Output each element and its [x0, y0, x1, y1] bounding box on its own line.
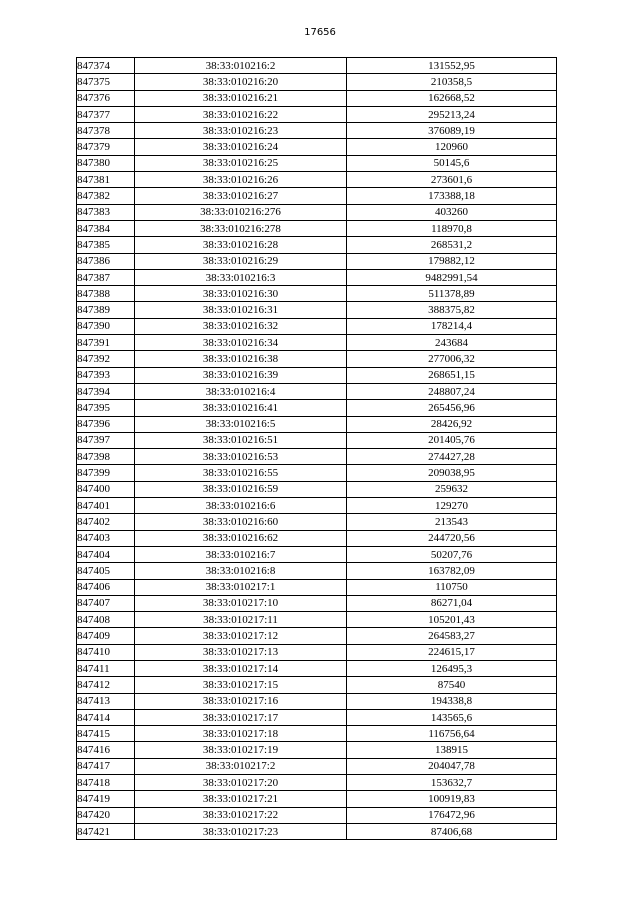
row-id-cell: 847384: [77, 220, 135, 236]
row-id-cell: 847385: [77, 237, 135, 253]
cadastral-number-cell: 38:33:010216:25: [135, 155, 347, 171]
cadastral-number-cell: 38:33:010217:23: [135, 823, 347, 839]
cadastral-number-cell: 38:33:010216:30: [135, 286, 347, 302]
table-row: [77, 318, 557, 334]
row-id-cell: 847389: [77, 302, 135, 318]
cadastral-value-cell: 243684: [347, 335, 557, 351]
row-id-cell: 847411: [77, 660, 135, 676]
row-id-cell: 847390: [77, 318, 135, 334]
cadastral-value-cell: 259632: [347, 481, 557, 497]
cadastral-value-cell: 209038,95: [347, 465, 557, 481]
cadastral-value-cell: 295213,24: [347, 106, 557, 122]
cadastral-number-cell: 38:33:010216:62: [135, 530, 347, 546]
cadastral-number-cell: 38:33:010216:2: [135, 58, 347, 74]
row-id-cell: 847404: [77, 546, 135, 562]
table-row: [77, 269, 557, 285]
row-id-cell: 847395: [77, 400, 135, 416]
page-number: 17656: [304, 27, 336, 38]
table-row: [77, 726, 557, 742]
cadastral-value-cell: 274427,28: [347, 449, 557, 465]
cadastral-value-cell: 163782,09: [347, 563, 557, 579]
cadastral-value-table: [76, 57, 557, 840]
cadastral-number-cell: 38:33:010217:22: [135, 807, 347, 823]
cadastral-value-cell: 224615,17: [347, 644, 557, 660]
cadastral-number-cell: 38:33:010216:34: [135, 335, 347, 351]
row-id-cell: 847417: [77, 758, 135, 774]
cadastral-value-cell: 105201,43: [347, 612, 557, 628]
row-id-cell: 847413: [77, 693, 135, 709]
cadastral-value-cell: 50207,76: [347, 546, 557, 562]
row-id-cell: 847394: [77, 383, 135, 399]
row-id-cell: 847392: [77, 351, 135, 367]
table-row: [77, 335, 557, 351]
row-id-cell: 847415: [77, 726, 135, 742]
cadastral-number-cell: 38:33:010217:16: [135, 693, 347, 709]
row-id-cell: 847387: [77, 269, 135, 285]
table-row: [77, 351, 557, 367]
cadastral-value-cell: 153632,7: [347, 775, 557, 791]
table-row: [77, 693, 557, 709]
row-id-cell: 847409: [77, 628, 135, 644]
table-row: [77, 595, 557, 611]
table-row: [77, 530, 557, 546]
row-id-cell: 847382: [77, 188, 135, 204]
table-row: [77, 253, 557, 269]
cadastral-number-cell: 38:33:010216:38: [135, 351, 347, 367]
table-row: [77, 123, 557, 139]
cadastral-value-cell: 176472,96: [347, 807, 557, 823]
table-row: [77, 74, 557, 90]
row-id-cell: 847376: [77, 90, 135, 106]
cadastral-value-cell: 28426,92: [347, 416, 557, 432]
table-row: [77, 172, 557, 188]
cadastral-number-cell: 38:33:010216:4: [135, 383, 347, 399]
row-id-cell: 847374: [77, 58, 135, 74]
cadastral-value-cell: 194338,8: [347, 693, 557, 709]
table-row: [77, 612, 557, 628]
row-id-cell: 847403: [77, 530, 135, 546]
cadastral-value-cell: 268651,15: [347, 367, 557, 383]
table-row: [77, 416, 557, 432]
cadastral-number-cell: 38:33:010216:3: [135, 269, 347, 285]
cadastral-number-cell: 38:33:010217:18: [135, 726, 347, 742]
table-row: [77, 758, 557, 774]
cadastral-number-cell: 38:33:010217:19: [135, 742, 347, 758]
cadastral-number-cell: 38:33:010216:5: [135, 416, 347, 432]
cadastral-value-cell: 110750: [347, 579, 557, 595]
table-row: [77, 449, 557, 465]
table-row: [77, 220, 557, 236]
table-row: [77, 498, 557, 514]
cadastral-value-cell: 87406,68: [347, 823, 557, 839]
cadastral-number-cell: 38:33:010216:8: [135, 563, 347, 579]
cadastral-number-cell: 38:33:010216:32: [135, 318, 347, 334]
cadastral-value-cell: 264583,27: [347, 628, 557, 644]
cadastral-number-cell: 38:33:010216:55: [135, 465, 347, 481]
cadastral-value-cell: 201405,76: [347, 432, 557, 448]
cadastral-number-cell: 38:33:010217:13: [135, 644, 347, 660]
row-id-cell: 847391: [77, 335, 135, 351]
table-row: [77, 775, 557, 791]
cadastral-value-cell: 268531,2: [347, 237, 557, 253]
cadastral-value-cell: 143565,6: [347, 709, 557, 725]
table-row: [77, 709, 557, 725]
cadastral-value-cell: 204047,78: [347, 758, 557, 774]
row-id-cell: 847418: [77, 775, 135, 791]
table-row: [77, 677, 557, 693]
cadastral-number-cell: 38:33:010216:23: [135, 123, 347, 139]
row-id-cell: 847398: [77, 449, 135, 465]
cadastral-number-cell: 38:33:010216:41: [135, 400, 347, 416]
table-row: [77, 58, 557, 74]
cadastral-number-cell: 38:33:010216:22: [135, 106, 347, 122]
cadastral-value-cell: 265456,96: [347, 400, 557, 416]
cadastral-value-cell: 376089,19: [347, 123, 557, 139]
cadastral-number-cell: 38:33:010217:2: [135, 758, 347, 774]
table-row: [77, 139, 557, 155]
cadastral-value-cell: 511378,89: [347, 286, 557, 302]
cadastral-value-cell: 118970,8: [347, 220, 557, 236]
cadastral-number-cell: 38:33:010216:24: [135, 139, 347, 155]
cadastral-number-cell: 38:33:010217:14: [135, 660, 347, 676]
cadastral-value-cell: 213543: [347, 514, 557, 530]
table-row: [77, 644, 557, 660]
cadastral-number-cell: 38:33:010216:21: [135, 90, 347, 106]
cadastral-number-cell: 38:33:010216:39: [135, 367, 347, 383]
cadastral-value-cell: 87540: [347, 677, 557, 693]
cadastral-number-cell: 38:33:010216:28: [135, 237, 347, 253]
cadastral-value-cell: 273601,6: [347, 172, 557, 188]
table-row: [77, 546, 557, 562]
table-row: [77, 628, 557, 644]
table-row: [77, 432, 557, 448]
row-id-cell: 847414: [77, 709, 135, 725]
row-id-cell: 847379: [77, 139, 135, 155]
row-id-cell: 847396: [77, 416, 135, 432]
cadastral-value-cell: 162668,52: [347, 90, 557, 106]
row-id-cell: 847397: [77, 432, 135, 448]
table-row: [77, 302, 557, 318]
row-id-cell: 847416: [77, 742, 135, 758]
cadastral-number-cell: 38:33:010216:60: [135, 514, 347, 530]
cadastral-number-cell: 38:33:010216:53: [135, 449, 347, 465]
cadastral-value-cell: 50145,6: [347, 155, 557, 171]
table-row: [77, 791, 557, 807]
row-id-cell: 847421: [77, 823, 135, 839]
table-row: [77, 286, 557, 302]
cadastral-number-cell: 38:33:010216:29: [135, 253, 347, 269]
cadastral-value-cell: 86271,04: [347, 595, 557, 611]
row-id-cell: 847402: [77, 514, 135, 530]
cadastral-value-cell: 126495,3: [347, 660, 557, 676]
table-row: [77, 90, 557, 106]
row-id-cell: 847377: [77, 106, 135, 122]
table-row: [77, 204, 557, 220]
row-id-cell: 847383: [77, 204, 135, 220]
cadastral-number-cell: 38:33:010216:51: [135, 432, 347, 448]
cadastral-value-cell: 116756,64: [347, 726, 557, 742]
cadastral-value-cell: 277006,32: [347, 351, 557, 367]
cadastral-number-cell: 38:33:010217:17: [135, 709, 347, 725]
cadastral-value-cell: 388375,82: [347, 302, 557, 318]
cadastral-number-cell: 38:33:010216:278: [135, 220, 347, 236]
cadastral-value-cell: 210358,5: [347, 74, 557, 90]
table-row: [77, 742, 557, 758]
table-row: [77, 660, 557, 676]
table-body: [77, 58, 557, 840]
cadastral-value-cell: 138915: [347, 742, 557, 758]
cadastral-number-cell: 38:33:010217:15: [135, 677, 347, 693]
cadastral-number-cell: 38:33:010216:7: [135, 546, 347, 562]
row-id-cell: 847401: [77, 498, 135, 514]
table-row: [77, 367, 557, 383]
cadastral-number-cell: 38:33:010216:59: [135, 481, 347, 497]
cadastral-value-cell: 178214,4: [347, 318, 557, 334]
table-row: [77, 465, 557, 481]
table-row: [77, 807, 557, 823]
cadastral-number-cell: 38:33:010217:21: [135, 791, 347, 807]
cadastral-number-cell: 38:33:010217:11: [135, 612, 347, 628]
row-id-cell: 847408: [77, 612, 135, 628]
cadastral-value-cell: 9482991,54: [347, 269, 557, 285]
row-id-cell: 847405: [77, 563, 135, 579]
cadastral-number-cell: 38:33:010216:20: [135, 74, 347, 90]
row-id-cell: 847381: [77, 172, 135, 188]
cadastral-value-cell: 244720,56: [347, 530, 557, 546]
row-id-cell: 847407: [77, 595, 135, 611]
row-id-cell: 847388: [77, 286, 135, 302]
table-row: [77, 106, 557, 122]
row-id-cell: 847375: [77, 74, 135, 90]
table-row: [77, 155, 557, 171]
row-id-cell: 847378: [77, 123, 135, 139]
row-id-cell: 847412: [77, 677, 135, 693]
cadastral-number-cell: 38:33:010217:1: [135, 579, 347, 595]
cadastral-value-cell: 403260: [347, 204, 557, 220]
cadastral-value-cell: 179882,12: [347, 253, 557, 269]
cadastral-number-cell: 38:33:010217:10: [135, 595, 347, 611]
cadastral-number-cell: 38:33:010216:31: [135, 302, 347, 318]
table-row: [77, 579, 557, 595]
cadastral-value-cell: 100919,83: [347, 791, 557, 807]
cadastral-value-cell: 131552,95: [347, 58, 557, 74]
row-id-cell: 847380: [77, 155, 135, 171]
table-row: [77, 514, 557, 530]
cadastral-number-cell: 38:33:010217:12: [135, 628, 347, 644]
table-row: [77, 823, 557, 839]
row-id-cell: 847410: [77, 644, 135, 660]
table-row: [77, 563, 557, 579]
table-row: [77, 481, 557, 497]
row-id-cell: 847406: [77, 579, 135, 595]
row-id-cell: 847393: [77, 367, 135, 383]
cadastral-value-cell: 129270: [347, 498, 557, 514]
cadastral-value-cell: 173388,18: [347, 188, 557, 204]
cadastral-value-cell: 120960: [347, 139, 557, 155]
table-row: [77, 400, 557, 416]
cadastral-number-cell: 38:33:010217:20: [135, 775, 347, 791]
row-id-cell: 847419: [77, 791, 135, 807]
cadastral-number-cell: 38:33:010216:27: [135, 188, 347, 204]
row-id-cell: 847420: [77, 807, 135, 823]
table-row: [77, 188, 557, 204]
table-row: [77, 237, 557, 253]
row-id-cell: 847400: [77, 481, 135, 497]
table-row: [77, 383, 557, 399]
cadastral-number-cell: 38:33:010216:276: [135, 204, 347, 220]
cadastral-number-cell: 38:33:010216:6: [135, 498, 347, 514]
row-id-cell: 847386: [77, 253, 135, 269]
row-id-cell: 847399: [77, 465, 135, 481]
cadastral-value-cell: 248807,24: [347, 383, 557, 399]
cadastral-number-cell: 38:33:010216:26: [135, 172, 347, 188]
